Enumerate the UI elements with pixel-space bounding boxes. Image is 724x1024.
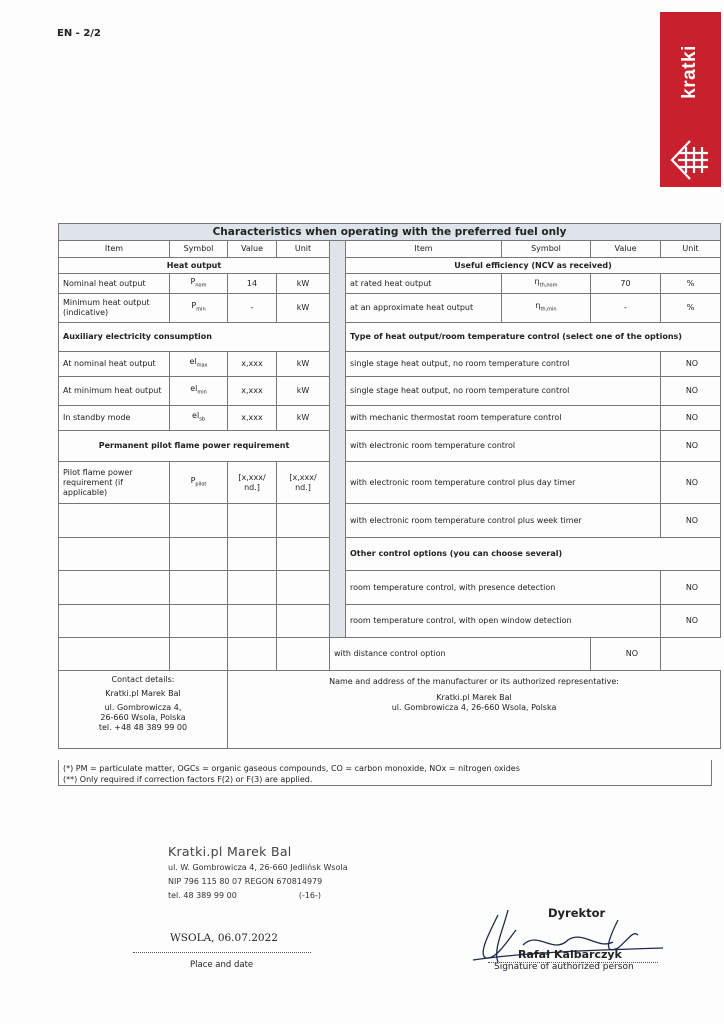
manufacturer-details <box>228 671 721 749</box>
heat-output-heading: Heat output <box>59 258 330 274</box>
cell-unit: kW <box>277 352 330 377</box>
cell-unit: % <box>661 274 721 294</box>
empty-cell <box>59 504 170 538</box>
table-row <box>59 605 721 638</box>
col-header-item: Item <box>59 241 170 258</box>
contact-address-1: ul. Gombrowicza 4, <box>104 703 182 712</box>
cell-item: At nominal heat output <box>59 352 170 377</box>
cell-item: Pilot flame power requirement (if applicable) <box>59 462 170 504</box>
control-value: NO <box>661 406 721 431</box>
col-header-value-right: Value <box>591 241 661 258</box>
empty-cell <box>228 571 277 605</box>
col-header-symbol: Symbol <box>170 241 228 258</box>
aux-heading: Auxiliary electricity consumption <box>59 323 330 352</box>
cell-item: Nominal heat output <box>59 274 170 294</box>
empty-cell <box>228 605 277 638</box>
control-option: with electronic room temperature control <box>346 431 661 462</box>
stamp-company-name: Kratki.pl Marek Bal <box>168 844 292 859</box>
empty-cell <box>228 538 277 571</box>
cell-symbol: $P_{pilot}$ <box>170 462 228 504</box>
cell-unit: kW <box>277 406 330 431</box>
footnotes <box>58 760 712 786</box>
page-number: EN - 2/2 <box>57 28 101 39</box>
cell-unit: kW <box>277 274 330 294</box>
pilot-heading: Permanent pilot flame power requirement <box>59 431 330 462</box>
cell-value: 70 <box>591 274 661 294</box>
stamp-registration: NIP 796 115 80 07 REGON 670814979 <box>168 877 323 886</box>
other-option: with distance control option <box>330 638 591 671</box>
cell-value: - <box>228 294 277 323</box>
signer-name: Rafał Kalbarczyk <box>518 948 622 961</box>
company-stamp <box>168 845 348 903</box>
cell-unit: kW <box>277 377 330 406</box>
empty-cell <box>170 538 228 571</box>
control-value: NO <box>661 377 721 406</box>
control-value: NO <box>661 462 721 504</box>
col-header-item-right: Item <box>346 241 502 258</box>
cell-symbol: $P_{min}$ <box>170 294 228 323</box>
other-value: NO <box>661 571 721 605</box>
empty-cell <box>228 638 277 671</box>
contact-row <box>59 671 721 749</box>
other-value: NO <box>591 638 661 671</box>
cell-value: x,xxx <box>228 352 277 377</box>
table-row <box>59 538 721 571</box>
table-row <box>59 352 721 377</box>
cell-value: x,xxx <box>228 406 277 431</box>
col-header-symbol-right: Symbol <box>502 241 591 258</box>
cell-symbol: $\eta_{th,min}$ <box>502 294 591 323</box>
table-row <box>59 431 721 462</box>
table-row <box>59 638 721 671</box>
logo-grate-icon <box>668 138 712 182</box>
stamp-address: ul. W. Gombrowicza 4, 26-660 Jedlińsk Wsola <box>168 863 348 872</box>
logo-wordmark: kratki <box>679 45 700 99</box>
cell-unit: [x,xxx/ nd.] <box>277 462 330 504</box>
table-row <box>59 406 721 431</box>
stamp-phone-line <box>168 889 348 903</box>
cell-item: At minimum heat output <box>59 377 170 406</box>
empty-cell <box>59 571 170 605</box>
table-title: Characteristics when operating with the preferred fuel only <box>59 224 721 241</box>
cell-item: In standby mode <box>59 406 170 431</box>
cell-value: - <box>591 294 661 323</box>
control-value: NO <box>661 352 721 377</box>
cell-symbol: $\eta_{th,nom}$ <box>502 274 591 294</box>
cell-value: [x,xxx/ nd.] <box>228 462 277 504</box>
empty-cell <box>277 571 330 605</box>
control-option: with mechanic thermostat room temperature control <box>346 406 661 431</box>
empty-cell <box>59 638 170 671</box>
table-row <box>59 377 721 406</box>
stamp-phone: tel. 48 389 99 00 <box>168 891 237 900</box>
footnote: (**) Only required if correction factors F(2) or F(3) are applied. <box>63 775 313 784</box>
kratki-logo <box>660 12 721 187</box>
empty-cell <box>170 605 228 638</box>
empty-cell <box>170 638 228 671</box>
empty-cell <box>277 538 330 571</box>
cell-item: Minimum heat output (indicative) <box>59 294 170 323</box>
empty-cell <box>277 638 330 671</box>
cell-value: x,xxx <box>228 377 277 406</box>
contact-phone: tel. +48 48 389 99 00 <box>98 723 188 732</box>
control-option: with electronic room temperature control plus week timer <box>346 504 661 538</box>
control-value: NO <box>661 431 721 462</box>
empty-cell <box>170 504 228 538</box>
stamp-phone-ext: (-16-) <box>298 891 322 900</box>
other-options-heading: Other control options (you can choose several) <box>346 538 721 571</box>
cell-symbol: $el_{sb}$ <box>170 406 228 431</box>
empty-cell <box>170 571 228 605</box>
cell-symbol: $el_{max}$ <box>170 352 228 377</box>
manufacturer-address: ul. Gombrowicza 4, 26-660 Wsola, Polska <box>391 703 557 712</box>
contact-details <box>59 671 228 749</box>
cell-unit: kW <box>277 294 330 323</box>
table-row <box>59 571 721 605</box>
col-header-unit: Unit <box>277 241 330 258</box>
table-row <box>59 323 721 352</box>
contact-name: Kratki.pl Marek Bal <box>105 689 181 698</box>
table-row <box>59 274 721 294</box>
cell-symbol: $el_{min}$ <box>170 377 228 406</box>
other-option: room temperature control, with presence detection <box>346 571 661 605</box>
footnote: (*) PM = particulate matter, OGCs = organic gaseous compounds, CO = carbon monoxide, NOx = nitrogen oxides <box>63 764 520 773</box>
control-option: single stage heat output, no room temperature control <box>346 352 661 377</box>
other-option: room temperature control, with open window detection <box>346 605 661 638</box>
cell-unit: % <box>661 294 721 323</box>
manufacturer-title: Name and address of the manufacturer or its authorized representative: <box>329 677 619 686</box>
contact-title: Contact details: <box>111 675 175 684</box>
signature-label: Signature of authorized person <box>494 962 634 972</box>
cell-item: at an approximate heat output <box>346 294 502 323</box>
control-value: NO <box>661 504 721 538</box>
manufacturer-name: Kratki.pl Marek Bal <box>436 693 512 702</box>
col-header-value: Value <box>228 241 277 258</box>
characteristics-table <box>58 223 721 749</box>
efficiency-heading: Useful efficiency (NCV as received) <box>346 258 721 274</box>
table-row <box>59 504 721 538</box>
cell-item: at rated heat output <box>346 274 502 294</box>
contact-address-2: 26-660 Wsola, Polska <box>100 713 186 722</box>
control-option: single stage heat output, no room temperature control <box>346 377 661 406</box>
control-heading: Type of heat output/room temperature control (select one of the options) <box>346 323 721 352</box>
empty-cell <box>277 504 330 538</box>
header-row <box>59 241 721 258</box>
column-separator <box>330 241 346 638</box>
empty-cell <box>59 538 170 571</box>
cell-value: 14 <box>228 274 277 294</box>
empty-cell <box>228 504 277 538</box>
place-date-line <box>133 952 311 953</box>
place-and-date-value: WSOLA, 06.07.2022 <box>170 932 278 944</box>
table-row <box>59 294 721 323</box>
place-and-date-label: Place and date <box>190 960 254 970</box>
col-header-unit-right: Unit <box>661 241 721 258</box>
table-row <box>59 462 721 504</box>
empty-cell <box>277 605 330 638</box>
director-title: Dyrektor <box>548 906 606 920</box>
other-value: NO <box>661 605 721 638</box>
control-option: with electronic room temperature control plus day timer <box>346 462 661 504</box>
cell-symbol: $P_{nom}$ <box>170 274 228 294</box>
empty-cell <box>59 605 170 638</box>
